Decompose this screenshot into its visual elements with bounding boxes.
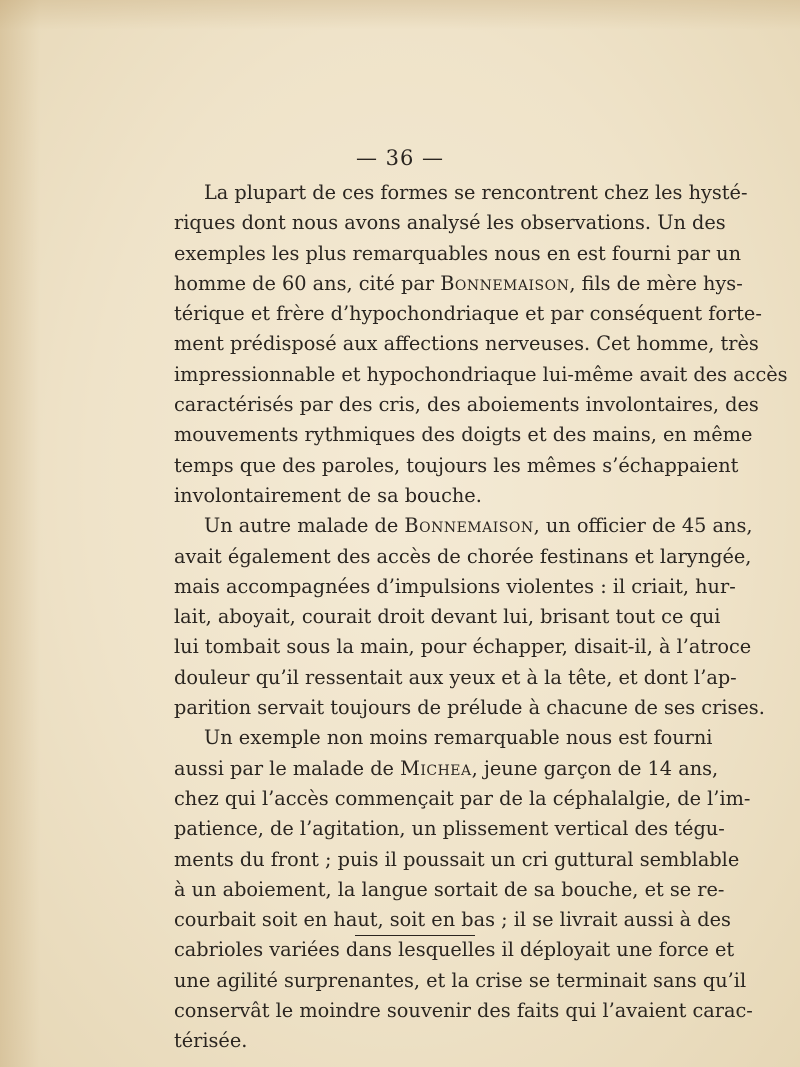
text-line: Un exemple non moins remarquable nous est fourni	[204, 726, 713, 750]
proper-name: Bonnemaison	[440, 271, 570, 295]
text-line: ments du front ; puis il poussait un cri guttural semblable	[174, 847, 740, 871]
text-line: exemples les plus remarquables nous en est fourni par un	[174, 241, 742, 265]
text-line: homme de 60 ans, cité par Bonnemaison, fils de mère hys-	[174, 271, 743, 295]
text-line: patience, de l’agitation, un plissement vertical des tégu-	[174, 817, 725, 841]
text-line: une agilité surprenantes, et la crise se terminait sans qu’il	[174, 968, 747, 992]
text-line: caractérisés par des cris, des aboiements involontaires, des	[174, 393, 759, 417]
text-line: aussi par le malade de Michea, jeune garçon de 14 ans,	[174, 756, 719, 780]
text-line: mais accompagnées d’impulsions violentes : il criait, hur-	[174, 574, 736, 598]
proper-name: Michea	[400, 756, 472, 780]
text-line: conservât le moindre souvenir des faits qui l’avaient carac-	[174, 999, 753, 1023]
text-line: chez qui l’accès commençait par de la céphalalgie, de l’im-	[174, 786, 751, 810]
end-rule	[355, 935, 475, 936]
text-line: temps que des paroles, toujours les mêmes s’échappaient	[174, 453, 739, 477]
text-line: lui tombait sous la main, pour échapper, disait-il, à l’atroce	[174, 635, 752, 659]
body-text	[174, 178, 788, 1057]
text-line: Un autre malade de Bonnemaison, un officier de 45 ans,	[204, 514, 753, 538]
text-line: La plupart de ces formes se rencontrent chez les hysté-	[204, 181, 748, 204]
text-line: douleur qu’il ressentait aux yeux et à la tête, et dont l’ap-	[174, 665, 737, 689]
text-line: avait également des accès de chorée festinans et laryngée,	[174, 544, 752, 568]
text-line: lait, aboyait, courait droit devant lui, brisant tout ce qui	[174, 605, 721, 629]
text-line: térisée.	[174, 1029, 248, 1053]
text-line: riques dont nous avons analysé les observations. Un des	[174, 211, 726, 235]
proper-name: Bonnemaison	[404, 514, 534, 538]
page-edge-shadow-top	[0, 0, 800, 30]
text-line: courbait soit en haut, soit en bas ; il se livrait aussi à des	[174, 908, 731, 932]
page-number: — 36 —	[355, 146, 445, 170]
text-line: impressionnable et hypochondriaque lui-même avait des accès	[174, 362, 788, 386]
text-line: à un aboiement, la langue sortait de sa bouche, et se re-	[174, 877, 725, 901]
text-line: parition servait toujours de prélude à chacune de ses crises.	[174, 696, 765, 720]
text-line: mouvements rythmiques des doigts et des mains, en même	[174, 423, 753, 447]
text-line: cabrioles variées dans lesquelles il déployait une force et	[174, 938, 735, 962]
text-line: térique et frère d’hypochondriaque et par conséquent forte-	[174, 302, 762, 326]
text-line: ment prédisposé aux affections nerveuses. Cet homme, très	[174, 332, 759, 356]
text-line: involontairement de sa bouche.	[174, 483, 482, 507]
